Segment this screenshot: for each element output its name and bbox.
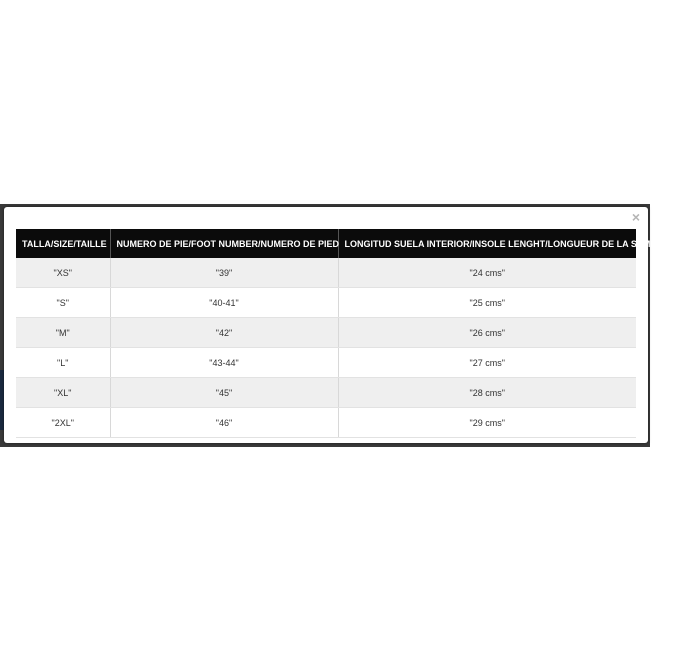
table-row (16, 258, 636, 288)
close-icon[interactable]: × (631, 209, 641, 225)
cell-foot-number: "42" (110, 318, 338, 348)
header-size: TALLA/SIZE/TAILLE (16, 229, 110, 258)
cell-size: "L" (16, 348, 110, 378)
cell-insole-length: "28 cms" (338, 378, 636, 408)
cell-insole-length: "26 cms" (338, 318, 636, 348)
header-insole-length: LONGITUD SUELA INTERIOR/INSOLE LENGHT/LONGUEUR DE LA SEMELLE (338, 229, 636, 258)
cell-foot-number: "46" (110, 408, 338, 438)
cell-size: "S" (16, 288, 110, 318)
cell-insole-length: "27 cms" (338, 348, 636, 378)
cell-insole-length: "29 cms" (338, 408, 636, 438)
size-table (16, 229, 673, 438)
cell-foot-number: "43-44" (110, 348, 338, 378)
cell-insole-length: "24 cms" (338, 258, 636, 288)
cell-size: "XS" (16, 258, 110, 288)
size-guide-modal (4, 207, 673, 443)
table-row (16, 288, 636, 318)
table-row (16, 348, 636, 378)
table-row (16, 378, 636, 408)
cell-size: "2XL" (16, 408, 110, 438)
cell-foot-number: "40-41" (110, 288, 338, 318)
cell-foot-number: "45" (110, 378, 338, 408)
table-row (16, 408, 636, 438)
cell-size: "XL" (16, 378, 110, 408)
cell-insole-length: "25 cms" (338, 288, 636, 318)
cell-foot-number: "39" (110, 258, 338, 288)
table-header-row (16, 229, 636, 258)
header-foot-number: NUMERO DE PIE/FOOT NUMBER/NUMERO DE PIED (110, 229, 338, 258)
size-table-container (16, 229, 673, 428)
cell-size: "M" (16, 318, 110, 348)
table-row (16, 318, 636, 348)
